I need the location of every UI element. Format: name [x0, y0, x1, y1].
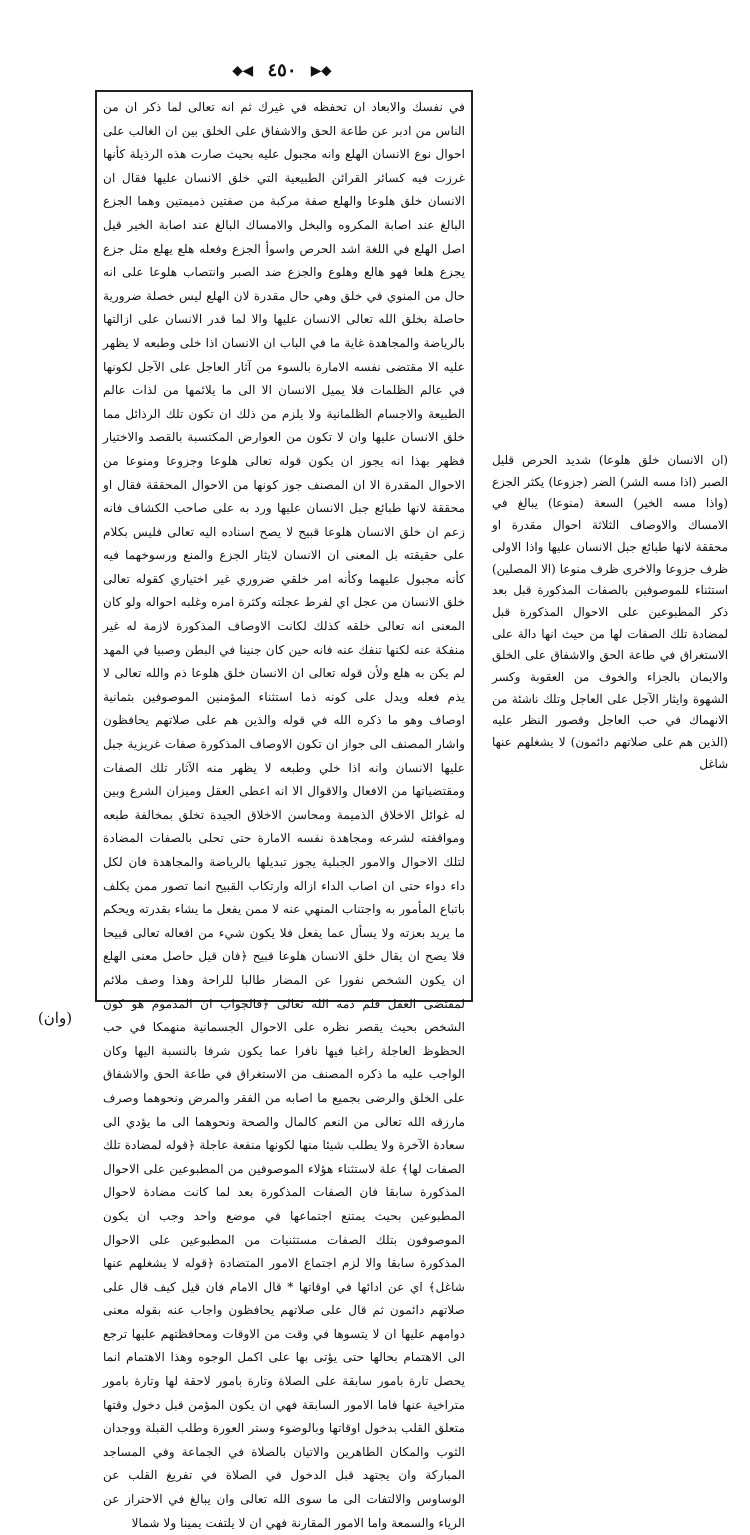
left-ornament-icon: ⬥◀ [232, 63, 254, 79]
main-commentary-text: في نفسك والابعاد ان تحفظه في غيرك ثم انه تعالى لما ذكر ان من الناس من ادبر عن طاعة الحق والاشفاق على الخلق بين ان الغالب على احوال نوع الانسان الهلع وانه مجبول عليه بحيث صارت هذه الرذيلة كأنها غرزت فيه كسائر القرائن الطبيعية التي خلق الانسان عليها فقال ان الانسان خلق هلوعا والهلع صفة مركبة من صفتين ذميمتين وهما الجزع البالغ عند اصابة المكروه والبخل والامساك البالغ عند اصابة الخير قيل اصل الهلع في اللغة اشد الحرص واسوأ الجزع وفعله هلع يهلع مثل جزع يجزع هلعا فهو هالع وهلوع والجزع ضد الصبر وانتصاب هلوعا على انه حال من المنوي في خلق وهي حال مقدرة لان الهلع ليس خصلة ضرورية حاصلة بخلق الله تعالى الانسان عليها والا لما قدر الانسان على ازالتها بالرياضة والمجاهدة غاية ما في الباب ان الانسان اذا خلى وطبعه لا يظهر عليه الا مقتضى نفسه الامارة بالسوء من آثار العاجل على الآجل لكونها في عالم الظلمات فلا يميل الانسان الا الى ما يلائمها من لذات عالم الطبيعة والاجسام الظلمانية ولا يلزم من ذلك ان تكون تلك الرذائل مما خلق الانسان عليها وان لا تكون من العوارض المكتسبة بالقصد والاختيار فظهر بهذا انه يجوز ان يكون قوله تعالى هلوعا وجزوعا ومنوعا من الاحوال المقدرة الا ان المصنف جوز كونها من الاحوال المحققة فقال او محققة لانها طبائع جبل الانسان عليها ورد به على صاحب الكشاف فانه زعم ان خلق الانسان هلوعا قبيح لا يصح اسناده اليه تعالى فليس بكلام على حقيقته بل المعنى ان الانسان لايثار الجزع والمنع ورسوخهما فيه كأنه مجبول عليهما وكأنه امر خلقي ضروري غير اختياري كقوله تعالى خلق الانسان من عجل اي لفرط عجلته وكثرة امره وغلبه احواله ولو كان المعنى انه تعالى خلقه كذلك لكانت الاوصاف المذكورة لازمة له غير منفكة عنه لكنها تنفك عنه فانه حين كان جنينا في البطن وصبيا في المهد لم يكن به هلع ولأن قوله تعالى ان الانسان خلق هلوعا ذم والله تعالى لا يذم فعله ويدل على كونه ذما استثناء المؤمنين الموصوفين بثمانية اوصاف وهو ما ذكره الله في قوله والذين هم على صلاتهم يحافظون واشار المصنف الى جواز ان تكون الاوصاف المذكورة صفات غريزية جبل عليها الانسان وانه اذا خلي وطبعه لا يظهر منه الآثار تلك الصفات ومقتضياتها من الافعال والاقوال الا انه اعطى العقل وميزان الشرع وبين له غوائل الاخلاق الذميمة ومحاسن الاخلاق الجيدة تخلق بمخالفة طبعه ومواقفته لشرعه ومجاهدة نفسه الامارة حتى تحلى بالصفات المضادة لتلك الاحوال والامور الجبلية يجوز تبديلها بالرياضة والمجاهدة فان لكل داء دواء حتى ان اصاب الداء ازاله وارتكاب القبيح انما تصور ممن يكلف باتباع المأمور به واجتناب المنهي عنه لا ممن يفعل ما يشاء بقدرته ويحكم ما يريد بعزته ولا يسأل عما يفعل فلا يكون شيء من افعاله تعالى قبيحا فلا يصح ان يقال خلق الانسان هلوعا قبيح ﴿فان قيل حاصل معنى الهلع ان يكون الشخص نفورا عن المضار طالبا للراحة وهذا وصف ملائم لمقتضى العقل فلم ذمه الله تعالى ﴿فالجواب ان المذموم هو كون الشخص بحيث يقصر نظره على الاحوال الجسمانية منهمكا في حب الحظوظ العاجلة راغبا فيها نافرا عما يكون شرفا بالنسبة اليها وكان الواجب عليه ما ذكره المصنف من الاستغراق في طاعة الحق والاشفاق على الخلق والرضى بجميع ما اصابه من الفقر والمرض ونحوهما وصرف مارزقه الله تعالى من النعم كالمال والصحة ونحوهما الى ما يؤدي الى سعادة الآخرة ولا يطلب شيئا منها لكونها منفعة عاجلة ﴿قوله لمضادة تلك الصفات لها﴾ علة لاستثناء هؤلاء الموصوفين من المطبوعين على الاحوال المذكورة سابقا فان الصفات المذكورة بعد لما كانت مضادة لاحوال المطبوعين بحيث يمتنع اجتماعها في موضع واحد وجب ان يكون الموصوفون بتلك الصفات مستثنيات من المطبوعين على الاحوال المذكورة سابقا والا لزم اجتماع الامور المتضادة ﴿قوله لا يشغلهم عنها شاغل﴾ اي عن ادائها في اوقاتها * قال الامام فان قيل كيف قال على صلاتهم دائمون ثم قال على صلاتهم يحافظون واجاب عنه بقوله معنى دوامهم عليها ان لا يتسوها في وقت من الاوقات ومحافظتهم عليها ترجع الى الاهتمام بحالها حتى يؤتى بها على اكمل الوجوه وهذا الاهتمام انما يحصل تارة بامور سابقة على الصلاة وتارة بامور لاحقة لها وتارة بامور متراخية عنها فاما الامور السابقة فهي ان يكون المؤمن قبل دخول وقتها متعلق القلب بدخول اوقاتها وبالوضوء وستر العورة وطلب القبلة ووجدان الثوب والمكان الطاهرين والاتيان بالصلاة في الجماعة وفي المساجد المباركة وان يجتهد قبل الدخول في الصلاة في تفريغ القلب عن الوساوس والالتفات الى ما سوى الله تعالى وان يبالغ في الاحتراز عن الرياء والسمعة واما الامور المقارنة فهي ان لا يلتفت يمينا ولا شمالا [103, 100, 465, 1530]
page-number [212, 58, 352, 84]
right-ornament-icon: ▶⬥ [310, 63, 332, 79]
margin-commentary-text: (ان الانسان خلق هلوعا) شديد الحرص قليل الصبر (اذا مسه الشر) الضر (جزوعا) يكثر الجزع (واذا مسه الخير) السعة (منوعا) يبالغ في الامساك والاوصاف الثلاثة احوال مقدرة او محققة لانها طبائع جبل الانسان عليها واذا الاولى ظرف جزوعا والاخرى ظرف منوعا (الا المصلين) استثناء للموصوفين بالصفات المذكورة قبل بعد ذكر المطبوعين على الاحوال المذكورة قبل لمضادة تلك الصفات لها من حيث انها دالة على الاستغراق في طاعة الحق والاشفاق على الخلق والايمان بالجزاء والخوف من العقوبة وكسر الشهوة وايثار الآجل على العاجل وتلك ناشئة من الانهماك في حب العاجل وقصور النظر عليه (الذين هم على صلاتهم دائمون) لا يشغلهم عنها شاغل [492, 453, 728, 771]
page-number-value: ٤٥٠ [267, 60, 297, 81]
catchword: (وان) [37, 1009, 73, 1027]
margin-commentary [492, 450, 728, 810]
main-text-frame [95, 90, 473, 1530]
